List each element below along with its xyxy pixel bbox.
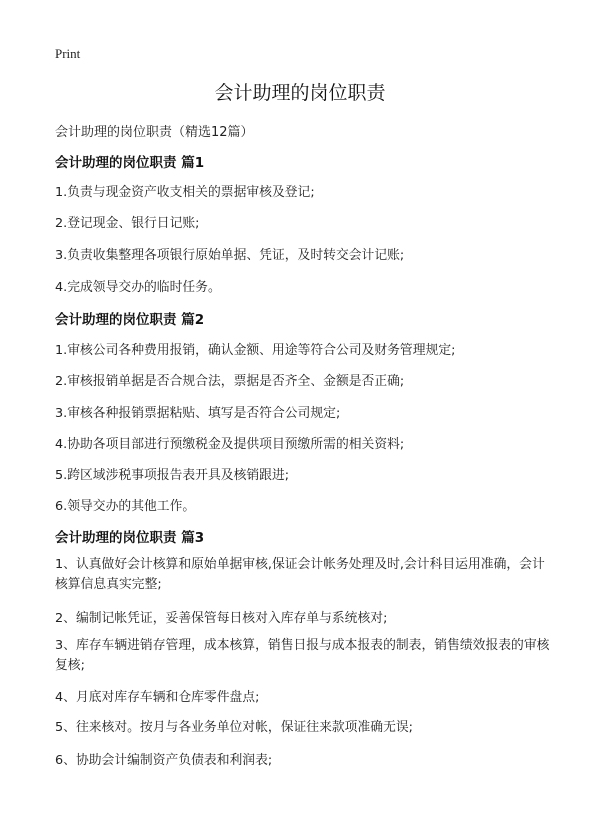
section-3-item-6: 6、协助会计编制资产负债表和利润表;	[55, 753, 273, 768]
section-2-item-2: 2.审核报销单据是否合规合法，票据是否齐全、金额是否正确;	[55, 374, 405, 389]
section-1-item-1: 1.负责与现金资产收支相关的票据审核及登记;	[55, 185, 315, 200]
section-2-item-6: 6.领导交办的其他工作。	[55, 499, 196, 514]
section-heading-2: 会计助理的岗位职责 篇2	[55, 312, 205, 328]
page-subtitle: 会计助理的岗位职责（精选12篇）	[55, 125, 254, 140]
section-2-item-3: 3.审核各种报销票据粘贴、填写是否符合公司规定;	[55, 406, 341, 421]
section-heading-1: 会计助理的岗位职责 篇1	[55, 155, 205, 171]
section-3-item-1: 1、认真做好会计核算和原始单据审核,保证会计帐务处理及时,会计科目运用准确，会计核算信息真实完整;	[55, 557, 545, 592]
section-2-item-4: 4.协助各项目部进行预缴税金及提供项目预缴所需的相关资料;	[55, 437, 405, 452]
section-3-item-5: 5、往来核对。按月与各业务单位对帐，保证往来款项准确无误;	[55, 720, 413, 735]
section-1-item-4: 4.完成领导交办的临时任务。	[55, 280, 221, 295]
page-title: 会计助理的岗位职责	[214, 82, 386, 104]
section-2-item-5: 5.跨区域涉税事项报告表开具及核销跟进;	[55, 468, 290, 483]
section-3-item-4: 4、月底对库存车辆和仓库零件盘点;	[55, 690, 260, 705]
section-3-item-3: 3、库存车辆进销存管理，成本核算，销售日报与成本报表的制表，销售绩效报表的审核复核;	[55, 638, 550, 673]
section-2-item-1: 1.审核公司各种费用报销，确认金额、用途等符合公司及财务管理规定;	[55, 343, 456, 358]
section-heading-3: 会计助理的岗位职责 篇3	[55, 530, 205, 546]
print-link[interactable]: Print	[55, 46, 81, 61]
section-3-item-2: 2、编制记帐凭证，妥善保管每日核对入库存单与系统核对;	[55, 611, 388, 626]
section-1-item-3: 3.负责收集整理各项银行原始单据、凭证，及时转交会计记账;	[55, 248, 405, 263]
section-1-item-2: 2.登记现金、银行日记账;	[55, 216, 200, 231]
